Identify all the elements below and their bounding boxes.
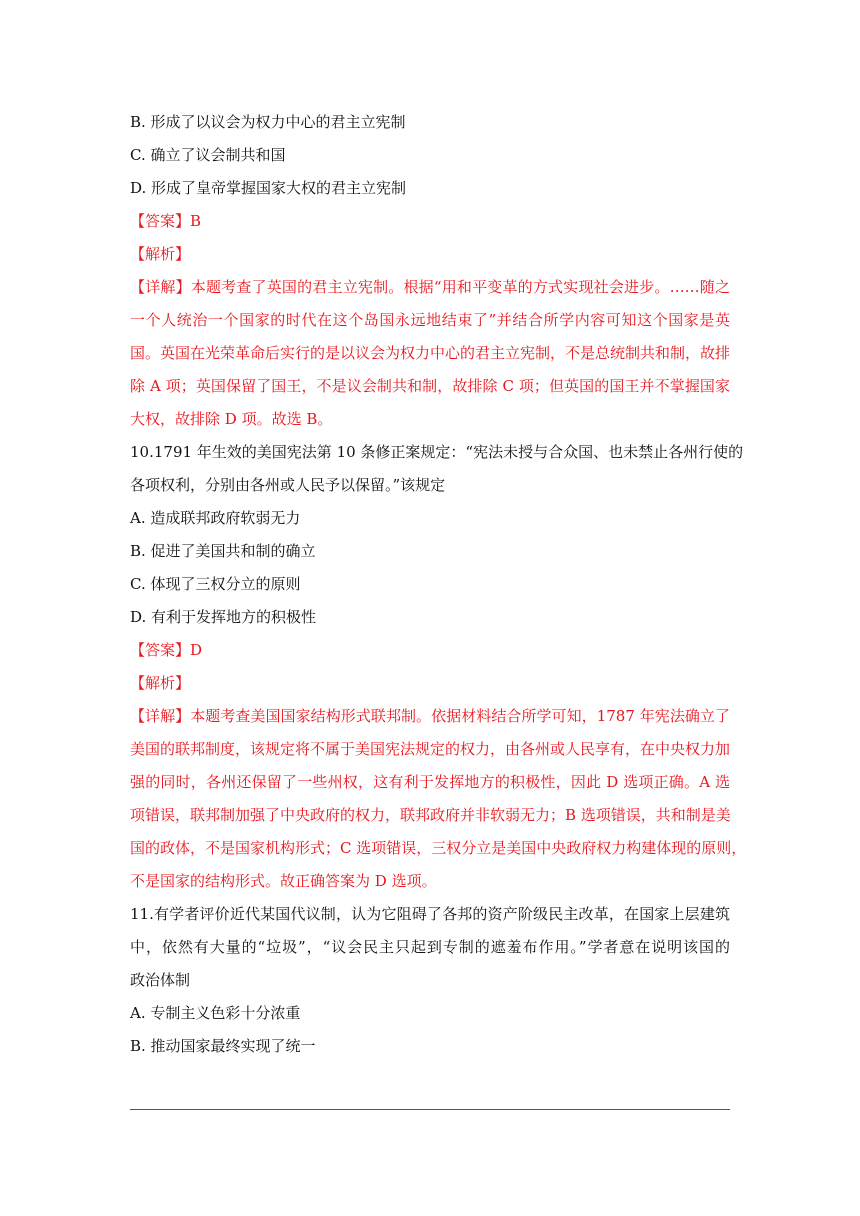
q9-detail-line: 除 A 项；英国保留了国王，不是议会制共和制，故排除 C 项；但英国的国王并不掌握国家 — [130, 377, 730, 395]
q9-detail-line: 【详解】本题考查了英国的君主立宪制。根据“用和平变革的方式实现社会进步。……随之 — [130, 278, 730, 296]
q9-detail-line: 国。英国在光荣革命后实行的是以议会为权力中心的君主立宪制，不是总统制共和制，故排 — [130, 344, 731, 362]
q9-option-d: D. 形成了皇帝掌握国家大权的君主立宪制 — [130, 179, 407, 197]
q11-stem-line: 11.有学者评价近代某国代议制，认为它阻碍了各邦的资产阶级民主改革，在国家上层建筑 — [130, 905, 730, 923]
q10-stem-line: 各项权利，分别由各州或人民予以保留。”该规定 — [130, 476, 446, 494]
q10-stem-line: 10.1791 年生效的美国宪法第 10 条修正案规定：“宪法未授与合众国、也未禁止各州行使的 — [130, 443, 744, 461]
q10-option-b: B. 促进了美国共和制的确立 — [130, 542, 316, 560]
q9-option-c: C. 确立了议会制共和国 — [130, 146, 286, 164]
q9-detail-line: 一个人统治一个国家的时代在这个岛国永远地结束了”并结合所学内容可知这个国家是英 — [130, 311, 730, 329]
footer-divider — [130, 1109, 730, 1110]
q9-option-b: B. 形成了以议会为权力中心的君主立宪制 — [130, 113, 406, 131]
q10-detail-line: 项错误，联邦制加强了中央政府的权力，联邦政府并非软弱无力；B 选项错误，共和制是美 — [130, 806, 731, 824]
q11-stem-line: 中，依然有大量的“垃圾”，“议会民主只起到专制的遮羞布作用。”学者意在说明该国的 — [130, 938, 730, 956]
q10-detail-line: 不是国家的结构形式。故正确答案为 D 选项。 — [130, 872, 437, 890]
q10-analysis-label: 【解析】 — [130, 674, 191, 692]
q11-option-b: B. 推动国家最终实现了统一 — [130, 1037, 316, 1055]
q9-analysis-label: 【解析】 — [130, 245, 191, 263]
q10-detail-line: 美国的联邦制度，该规定将不属于美国宪法规定的权力，由各州或人民享有，在中央权力加 — [130, 740, 731, 758]
q10-detail-line: 强的同时，各州还保留了一些州权，这有利于发挥地方的积极性，因此 D 选项正确。A 选 — [130, 773, 730, 791]
q9-detail-line: 大权，故排除 D 项。故选 B。 — [130, 410, 333, 428]
q11-option-a: A. 专制主义色彩十分浓重 — [130, 1004, 301, 1022]
q10-option-c: C. 体现了三权分立的原则 — [130, 575, 301, 593]
q9-answer: 【答案】B — [130, 212, 202, 230]
q10-detail-line: 国的政体，不是国家机构形式；C 选项错误，三权分立是美国中央政府权力构建体现的原则， — [130, 839, 747, 857]
q10-detail-line: 【详解】本题考查美国国家结构形式联邦制。依据材料结合所学可知，1787 年宪法确立了 — [130, 707, 730, 725]
q10-option-a: A. 造成联邦政府软弱无力 — [130, 509, 301, 527]
q10-option-d: D. 有利于发挥地方的积极性 — [130, 608, 317, 626]
q11-stem-line: 政治体制 — [130, 971, 191, 989]
q10-answer: 【答案】D — [130, 641, 203, 659]
